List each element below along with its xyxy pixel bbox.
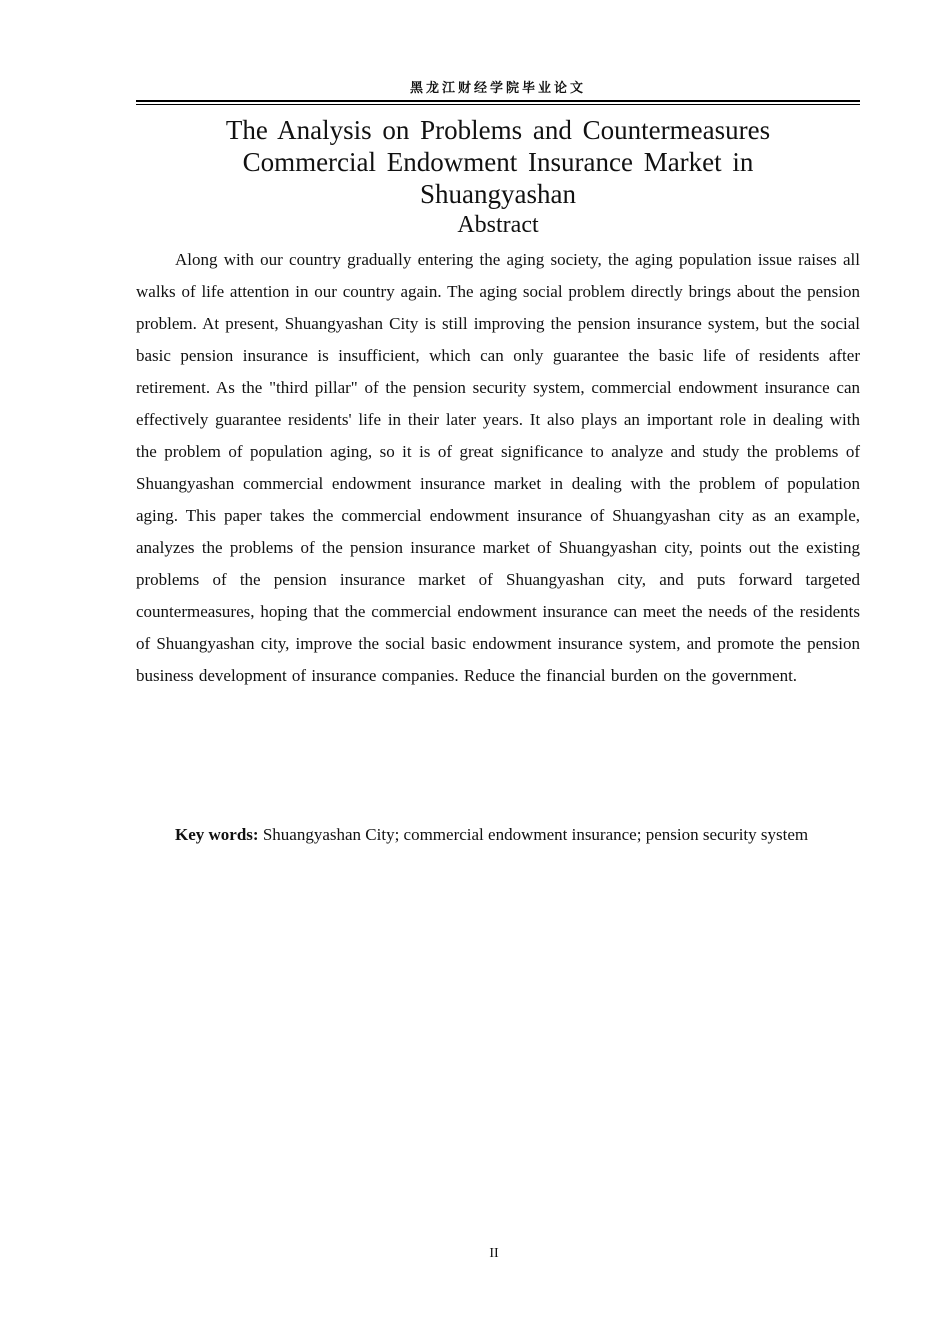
paper-title-line-3: Shuangyashan xyxy=(420,179,576,209)
keywords-label: Key words: xyxy=(175,825,259,844)
paper-title xyxy=(180,114,816,210)
keywords-paragraph xyxy=(136,819,860,851)
abstract-heading: Abstract xyxy=(457,212,539,238)
keywords-text: Shuangyashan City; commercial endowment insurance; pension security system xyxy=(262,825,809,844)
paper-title-line-1: The Analysis on Problems and Countermeasures xyxy=(225,115,771,145)
page-number: II xyxy=(489,1246,499,1261)
header-rule-thick xyxy=(136,100,860,102)
running-header: 黑龙江财经学院毕业论文 xyxy=(409,81,586,96)
paper-title-line-2: Commercial Endowment Insurance Market in xyxy=(242,147,754,177)
abstract-body: Along with our country gradually entering the aging society, the aging population issue raises all walks of life attention in our country again. The aging social problem directly brings about the pension problem. At present, Shuangyashan City is still improving the pension insurance system, but the social basic pension insurance is insufficient, which can only guarantee the basic life of residents after retirement. As the "third pillar" of the pension security system, commercial endowment insurance can effectively guarantee residents' life in their later years. It also plays an important role in dealing with the problem of population aging, so it is of great significance to analyze and study the problems of Shuangyashan commercial endowment insurance market in dealing with the problem of population aging. This paper takes the commercial endowment insurance of Shuangyashan city as an example, analyzes the problems of the pension insurance market of Shuangyashan city, points out the existing problems of the pension insurance market of Shuangyashan city, and puts forward targeted countermeasures, hoping that the commercial endowment insurance can meet the needs of the residents of Shuangyashan city, improve the social basic endowment insurance system, and promote the pension business development of insurance companies. Reduce the financial burden on the government. xyxy=(136,250,860,685)
header-rule-thin xyxy=(136,104,860,105)
